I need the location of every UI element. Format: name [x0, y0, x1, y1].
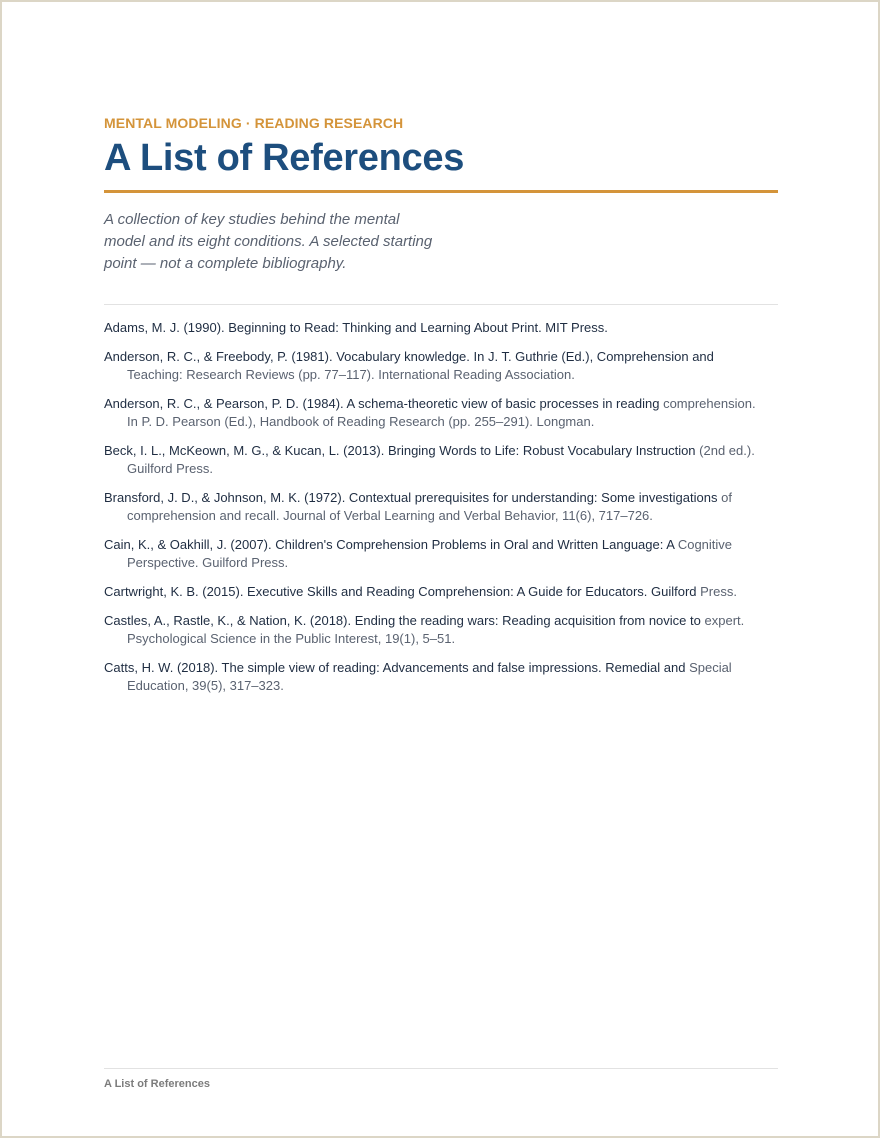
reference-item: [104, 659, 764, 695]
reference-item: [104, 319, 764, 337]
reference-lead: Cain, K., & Oakhill, J. (2007). Children's Comprehension Problems in Oral and Written Language: A: [104, 537, 675, 552]
reference-item: [104, 583, 764, 601]
reference-continuation: Press.: [700, 584, 737, 599]
reference-lead: Castles, A., Rastle, K., & Nation, K. (2018). Ending the reading wars: Reading acquisition from novice to: [104, 613, 701, 628]
reference-lead: Adams, M. J. (1990). Beginning to Read: Thinking and Learning About Print. MIT Press.: [104, 320, 608, 335]
footer-divider: [104, 1068, 778, 1069]
reference-item: [104, 612, 764, 648]
section-eyebrow: MENTAL MODELING · READING RESEARCH: [104, 115, 404, 131]
reference-lead: Beck, I. L., McKeown, M. G., & Kucan, L. (2013). Bringing Words to Life: Robust Vocabulary Instruction: [104, 443, 696, 458]
reference-lead: Catts, H. W. (2018). The simple view of reading: Advancements and false impressions. Remedial and: [104, 660, 686, 675]
title-underline: [104, 190, 778, 193]
page-subtitle: A collection of key studies behind the mental model and its eight conditions. A selected starting point — not a complete bibliography.: [104, 211, 433, 272]
reference-continuation: Special Education, 39(5), 317–323.: [127, 660, 732, 693]
reference-lead: Anderson, R. C., & Pearson, P. D. (1984). A schema-theoretic view of basic processes in reading: [104, 396, 660, 411]
reference-item: [104, 348, 764, 384]
reference-continuation: Cognitive Perspective. Guilford Press.: [127, 537, 733, 570]
reference-item: [104, 489, 764, 525]
reference-item: [104, 536, 764, 572]
reference-lead: Cartwright, K. B. (2015). Executive Skills and Reading Comprehension: A Guide for Educators. Guilford: [104, 584, 697, 599]
reference-item: [104, 395, 764, 431]
reference-item: [104, 442, 764, 478]
reference-continuation: Teaching: Research Reviews (pp. 77–117). International Reading Association.: [127, 367, 575, 382]
reference-continuation: (2nd ed.). Guilford Press.: [127, 443, 755, 476]
reference-continuation: of comprehension and recall. Journal of Verbal Learning and Verbal Behavior, 11(6), 717–726.: [127, 490, 732, 523]
reference-list: [104, 319, 764, 706]
reference-continuation: expert. Psychological Science in the Public Interest, 19(1), 5–51.: [127, 613, 745, 646]
reference-lead: Anderson, R. C., & Freebody, P. (1981). Vocabulary knowledge. In J. T. Guthrie (Ed.), Comprehension and: [104, 349, 714, 364]
footer-label: A List of References: [104, 1078, 210, 1090]
header-divider: [104, 304, 778, 305]
reference-lead: Bransford, J. D., & Johnson, M. K. (1972). Contextual prerequisites for understanding: Some investigations: [104, 490, 718, 505]
page-title: A List of References: [104, 137, 465, 179]
reference-continuation: comprehension. In P. D. Pearson (Ed.), Handbook of Reading Research (pp. 255–291). Longman.: [127, 396, 756, 429]
